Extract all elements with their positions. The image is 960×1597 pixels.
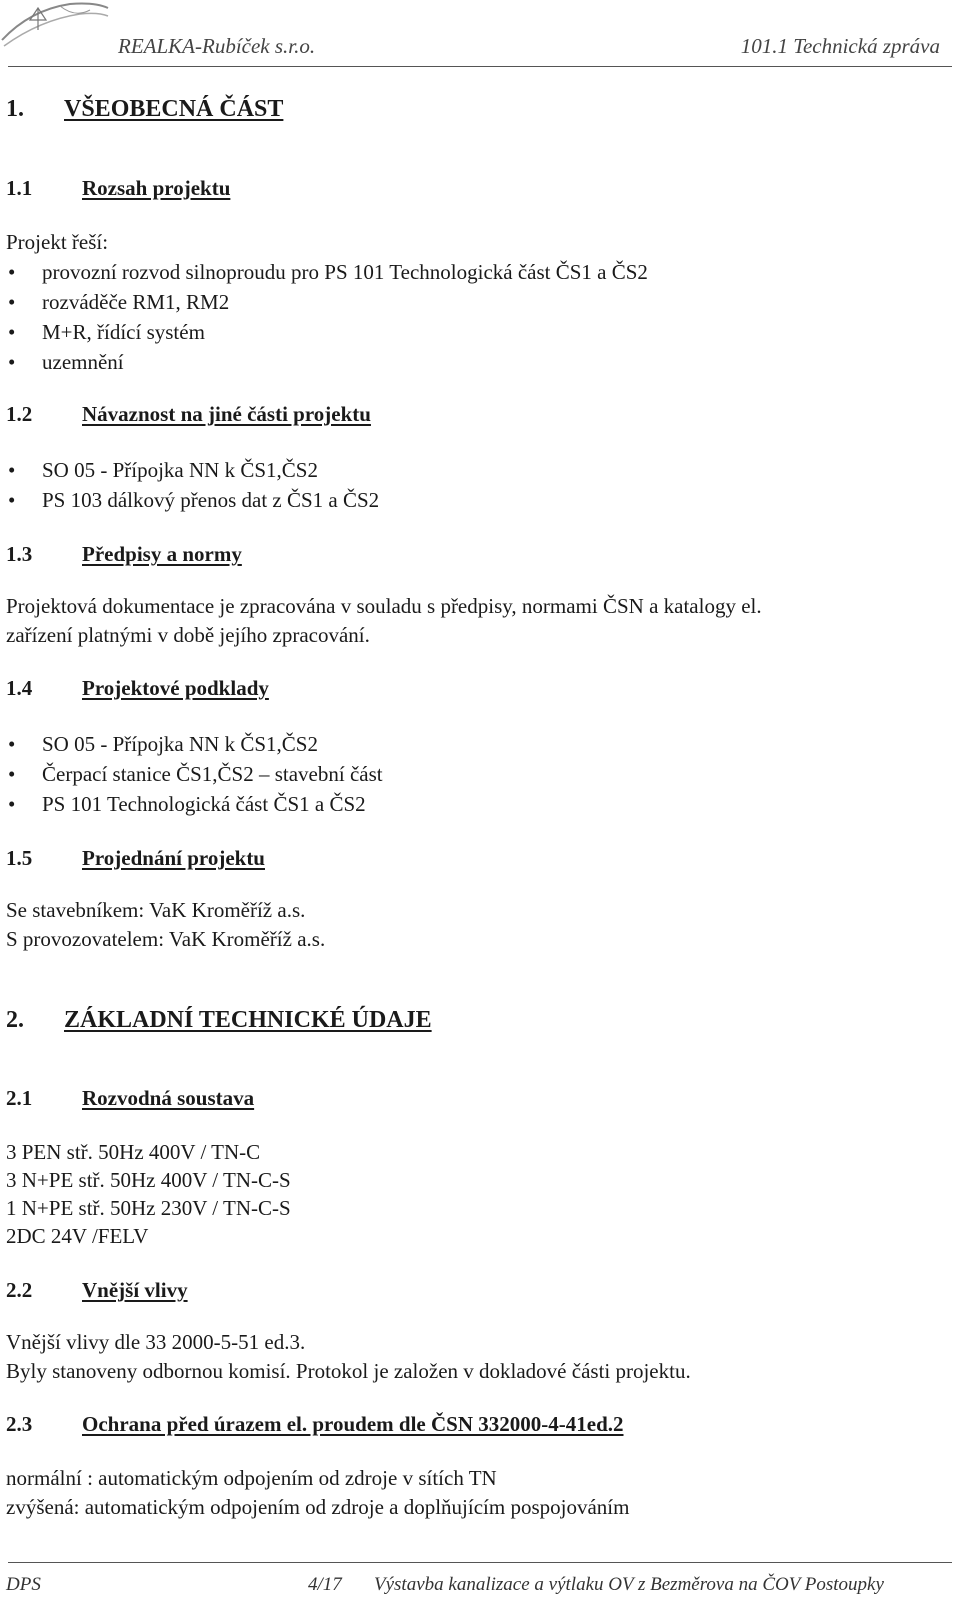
section-number: 2.1 [6, 1086, 33, 1110]
footer-page-number: 4/17 [308, 1574, 342, 1595]
section-1-3-heading [6, 542, 242, 567]
section-title: Ochrana před úrazem el. proudem dle ČSN 332000-4-41ed.2 [82, 1412, 624, 1436]
list-item: • SO 05 - Přípojka NN k ČS1,ČS2 [8, 458, 318, 482]
footer-divider [8, 1562, 952, 1563]
section-number: 1.3 [6, 542, 33, 566]
section-number: 2.2 [6, 1278, 33, 1302]
scope-intro: Projekt řeší: [6, 230, 109, 254]
section-title: Projednání projektu [82, 846, 265, 870]
section-title: Rozvodná soustava [82, 1086, 255, 1110]
list-item: • Čerpací stanice ČS1,ČS2 – stavební část [8, 762, 383, 786]
section-1-4-heading [6, 676, 269, 701]
list-item: • uzemnění [8, 350, 124, 374]
header-company: REALKA-Rubíček s.r.o. [118, 34, 316, 58]
section-1-2-heading [6, 402, 371, 427]
section-2-heading [6, 1007, 432, 1034]
list-item: • provozní rozvod silnoproudu pro PS 101 Technologická část ČS1 a ČS2 [8, 260, 648, 284]
paragraph-line: 3 N+PE stř. 50Hz 400V / TN-C-S [6, 1168, 291, 1192]
paragraph-line: Se stavebníkem: VaK Kroměříž a.s. [6, 898, 306, 922]
paragraph-line: 1 N+PE stř. 50Hz 230V / TN-C-S [6, 1196, 291, 1220]
list-item: • M+R, řídící systém [8, 320, 205, 344]
section-title: Projektové podklady [82, 676, 269, 700]
section-2-1-heading [6, 1086, 254, 1111]
paragraph-line: 2DC 24V /FELV [6, 1224, 149, 1248]
footer-stage: DPS [6, 1574, 41, 1595]
header-document: 101.1 Technická zpráva [740, 34, 940, 58]
list-item: • SO 05 - Přípojka NN k ČS1,ČS2 [8, 732, 318, 756]
realka-logo-icon [0, 0, 110, 55]
section-title: Rozsah projektu [82, 176, 231, 200]
section-number: 2. [6, 1007, 24, 1033]
section-number: 1.5 [6, 846, 33, 870]
section-title: ZÁKLADNÍ TECHNICKÉ ÚDAJE [64, 1007, 432, 1033]
paragraph-line: Projektová dokumentace je zpracována v souladu s předpisy, normami ČSN a katalogy el. [6, 594, 762, 618]
list-item: • PS 101 Technologická část ČS1 a ČS2 [8, 792, 366, 816]
footer-project-title: Výstavba kanalizace a výtlaku OV z Bezměrova na ČOV Postoupky [374, 1574, 884, 1595]
section-number: 1.1 [6, 176, 33, 200]
header-divider [8, 66, 952, 67]
section-1-5-heading [6, 846, 265, 871]
section-number: 1.2 [6, 402, 33, 426]
paragraph-line: Byly stanoveny odbornou komisí. Protokol je založen v dokladové části projektu. [6, 1359, 691, 1383]
paragraph-line: 3 PEN stř. 50Hz 400V / TN-C [6, 1140, 261, 1164]
list-item: • PS 103 dálkový přenos dat z ČS1 a ČS2 [8, 488, 380, 512]
section-1-heading [6, 96, 283, 123]
paragraph-line: normální : automatickým odpojením od zdroje v sítích TN [6, 1466, 497, 1490]
section-title: Návaznost na jiné části projektu [82, 402, 371, 426]
section-number: 1.4 [6, 676, 33, 700]
section-2-2-heading [6, 1278, 188, 1303]
section-number: 2.3 [6, 1412, 33, 1436]
section-title: Vnější vlivy [82, 1278, 188, 1302]
section-title: Předpisy a normy [82, 542, 242, 566]
section-2-3-heading [6, 1412, 624, 1437]
paragraph-line: Vnější vlivy dle 33 2000-5-51 ed.3. [6, 1330, 306, 1354]
paragraph-line: zvýšená: automatickým odpojením od zdroje a doplňujícím pospojováním [6, 1495, 630, 1519]
paragraph-line: S provozovatelem: VaK Kroměříž a.s. [6, 927, 326, 951]
section-title: VŠEOBECNÁ ČÁST [64, 96, 284, 122]
list-item: • rozváděče RM1, RM2 [8, 290, 230, 314]
section-number: 1. [6, 96, 24, 122]
paragraph-line: zařízení platnými v době jejího zpracování. [6, 623, 370, 647]
section-1-1-heading [6, 176, 230, 201]
